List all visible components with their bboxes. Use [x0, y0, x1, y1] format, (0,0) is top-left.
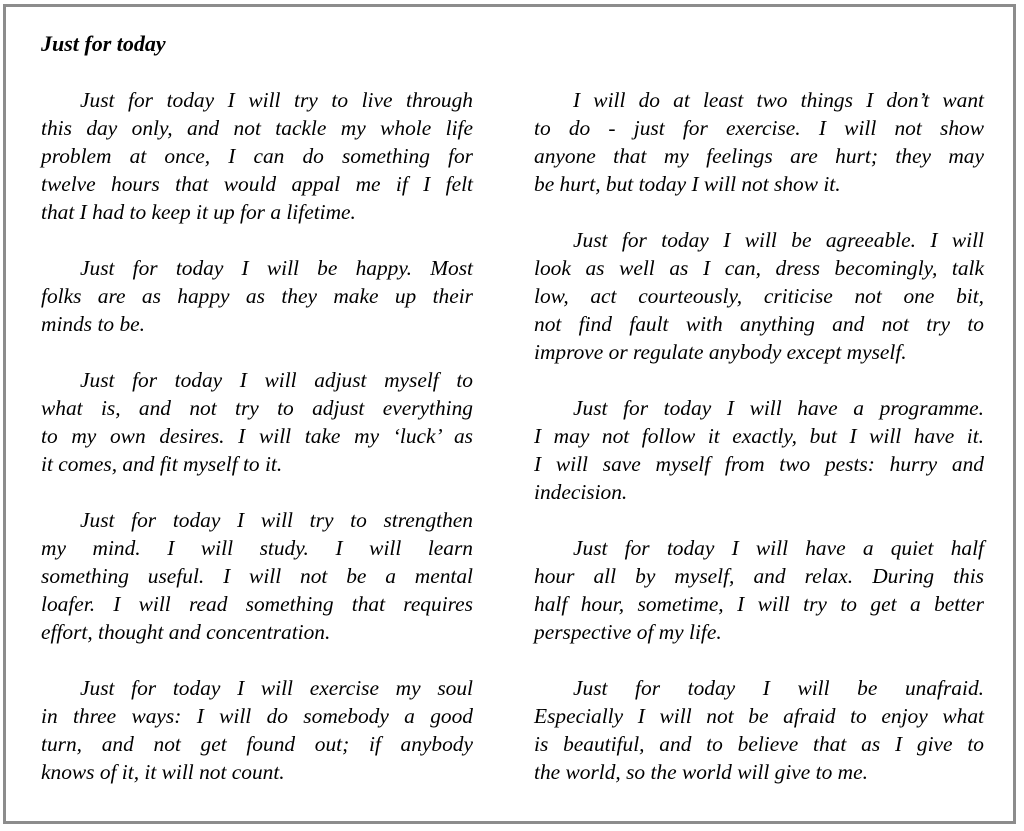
text-line: hour all by myself, and relax. During this [534, 564, 984, 588]
text-line: knows of it, it will not count. [41, 760, 285, 784]
paragraph [534, 534, 984, 646]
text-line: improve or regulate anybody except myself. [534, 340, 907, 364]
text-line: that I had to keep it up for a lifetime. [41, 200, 356, 224]
text-line: folks are as happy as they make up their [41, 284, 473, 308]
text-line: twelve hours that would appal me if I felt [41, 172, 473, 196]
text-line: is beautiful, and to believe that as I give to [534, 732, 984, 756]
text-line: not find fault with anything and not try to [534, 312, 984, 336]
text-line: perspective of my life. [534, 620, 722, 644]
paragraph [41, 506, 473, 646]
document-title: Just for today [41, 31, 166, 56]
text-line: to do - just for exercise. I will not show [534, 116, 984, 140]
text-line: loafer. I will read something that requires [41, 592, 473, 616]
text-line: Especially I will not be afraid to enjoy what [534, 704, 984, 728]
text-line: to my own desires. I will take my ‘luck’ as [41, 424, 473, 448]
text-line: I may not follow it exactly, but I will have it. [534, 424, 984, 448]
paragraph [534, 674, 984, 786]
text-line: Just for today I will be agreeable. I will [573, 228, 984, 252]
text-line: Just for today I will be happy. Most [80, 256, 473, 280]
text-line: Just for today I will be unafraid. [573, 676, 984, 700]
text-line: be hurt, but today I will not show it. [534, 172, 841, 196]
text-line: my mind. I will study. I will learn [41, 536, 473, 560]
text-line: Just for today I will try to live through [80, 88, 473, 112]
text-line: minds to be. [41, 312, 145, 336]
text-line: the world, so the world will give to me. [534, 760, 868, 784]
text-line: in three ways: I will do somebody a good [41, 704, 473, 728]
text-line: I will save myself from two pests: hurry and [534, 452, 984, 476]
text-line: half hour, sometime, I will try to get a better [534, 592, 984, 616]
text-line: Just for today I will try to strengthen [80, 508, 473, 532]
text-line: what is, and not try to adjust everything [41, 396, 473, 420]
text-line: anyone that my feelings are hurt; they may [534, 144, 984, 168]
text-line: I will do at least two things I don’t want [573, 88, 984, 112]
left-column [41, 86, 473, 814]
text-line: something useful. I will not be a mental [41, 564, 473, 588]
paragraph [41, 254, 473, 338]
text-line: Just for today I will adjust myself to [80, 368, 473, 392]
text-line: low, act courteously, criticise not one bit, [534, 284, 984, 308]
paragraph [534, 86, 984, 198]
paragraph [41, 86, 473, 226]
right-column [534, 86, 984, 814]
text-line: effort, thought and concentration. [41, 620, 331, 644]
text-line: Just for today I will exercise my soul [80, 676, 473, 700]
paragraph [534, 394, 984, 506]
text-line: Just for today I will have a programme. [573, 396, 984, 420]
text-line: it comes, and fit myself to it. [41, 452, 283, 476]
text-line: this day only, and not tackle my whole life [41, 116, 473, 140]
text-line: look as well as I can, dress becomingly, talk [534, 256, 984, 280]
text-line: problem at once, I can do something for [41, 144, 473, 168]
text-line: turn, and not get found out; if anybody [41, 732, 473, 756]
paragraph [41, 366, 473, 478]
text-line: Just for today I will have a quiet half [573, 536, 984, 560]
paragraph [41, 674, 473, 786]
paragraph [534, 226, 984, 366]
text-line: indecision. [534, 480, 628, 504]
